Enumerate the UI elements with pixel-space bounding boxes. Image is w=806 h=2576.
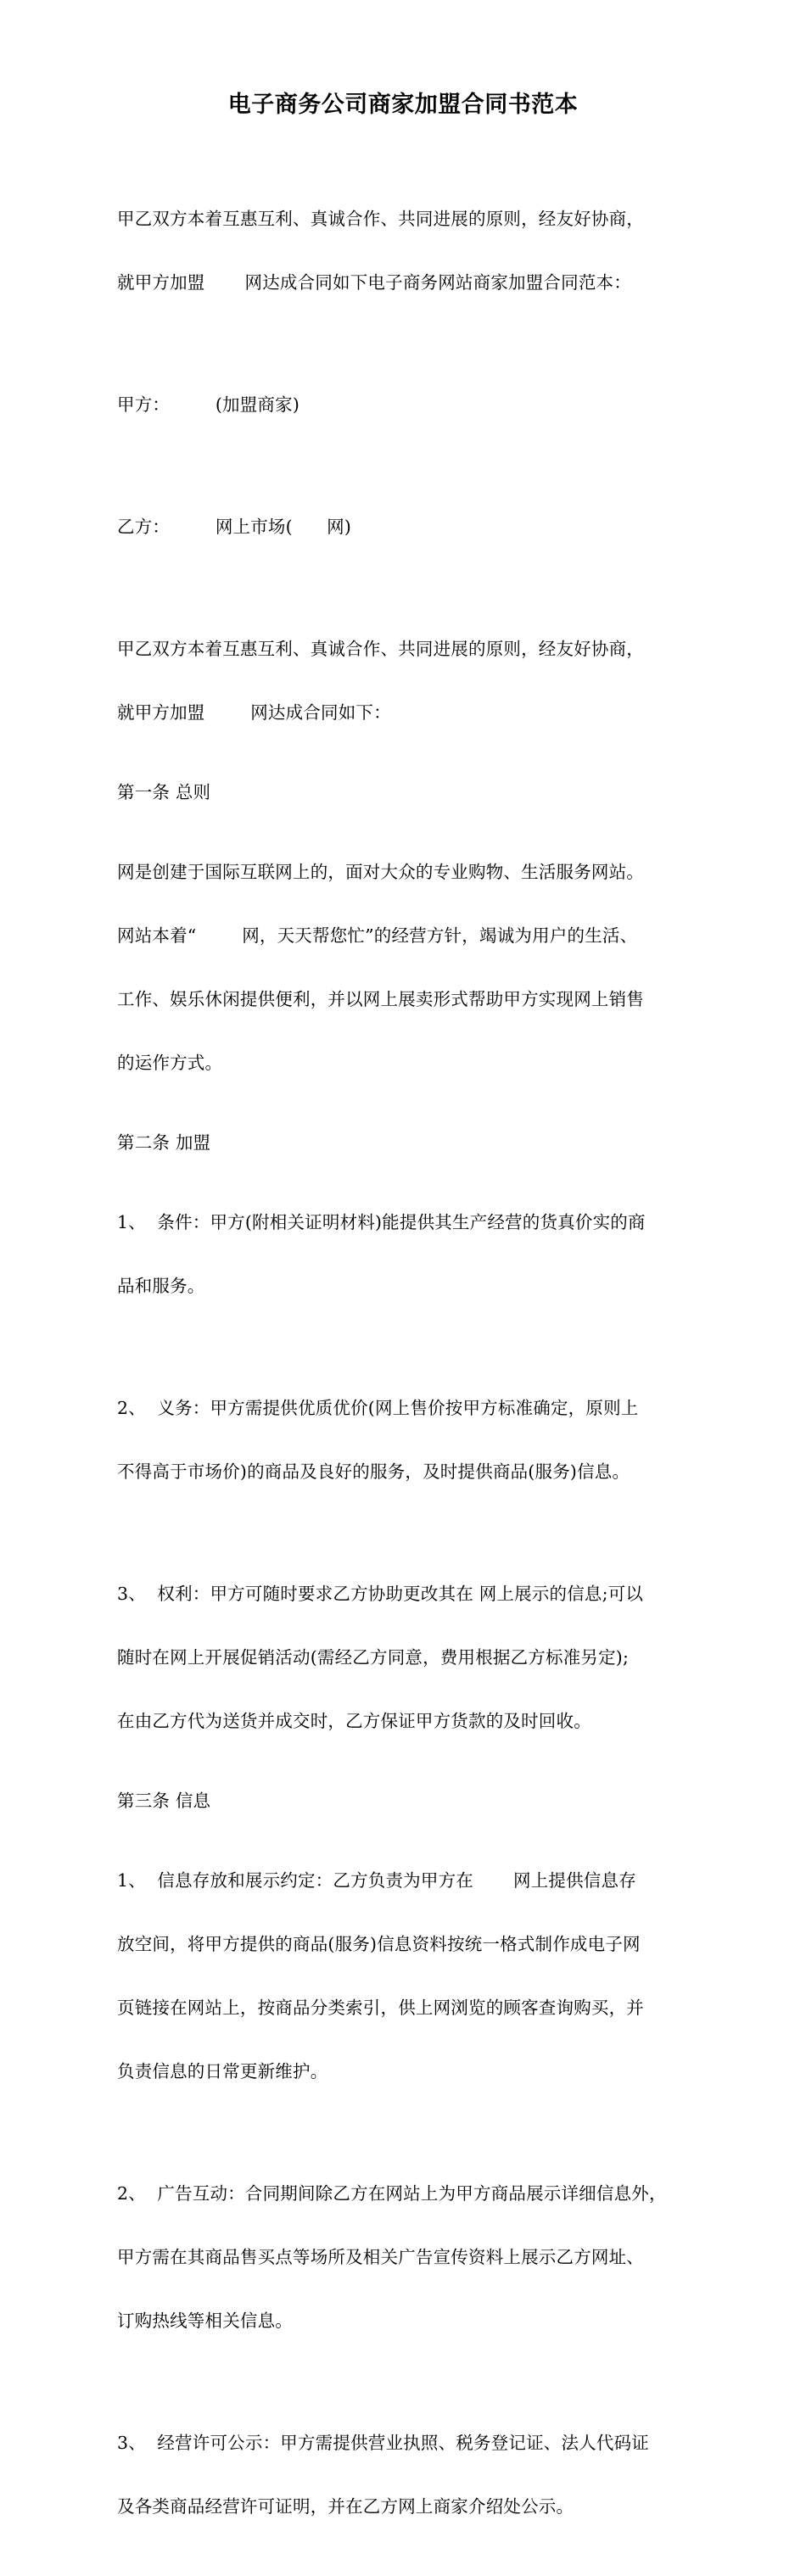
text-line: 3、 经营许可公示：甲方需提供营业执照、税务登记证、法人代码证: [117, 2433, 649, 2453]
text-line: 甲方： (加盟商家): [117, 394, 300, 415]
text-line: 2、 义务：甲方需提供优质优价(网上售价按甲方标准确定，原则上: [117, 1398, 639, 1418]
text-line: 就甲方加盟 网达成合同如下电子商务网站商家加盟合同范本：: [117, 272, 631, 293]
text-line: 订购热线等相关信息。: [117, 2311, 293, 2331]
article1-heading: 第一条 总则: [117, 782, 211, 802]
text-line: 随时在网上开展促销活动(需经乙方同意，费用根据乙方标准另定);: [117, 1647, 630, 1668]
party-a: [117, 352, 702, 458]
article3-item3: [117, 2390, 702, 2560]
text-line: 3、 权利：甲方可随时要求乙方协助更改其在 网上展示的信息;可以: [117, 1584, 644, 1604]
text-line: 及各类商品经营许可证明，并在乙方网上商家介绍处公示。: [117, 2496, 574, 2517]
text-line: 负责信息的日常更新维护。: [117, 2061, 328, 2081]
text-line: 甲乙双方本着互惠互利、真诚合作、共同进展的原则，经友好协商，: [117, 639, 644, 659]
text-line: 工作、娱乐休闲提供便利，并以网上展卖形式帮助甲方实现网上销售: [117, 989, 644, 1009]
text-line: 1、 信息存放和展示约定：乙方负责为甲方在 网上提供信息存: [117, 1870, 636, 1891]
text-line: 页链接在网站上，按商品分类索引，供上网浏览的顾客查询购买，并: [117, 1998, 644, 2018]
article2-heading: 第二条 加盟: [117, 1132, 211, 1153]
article2-item3: [117, 1541, 702, 1774]
text-line: 网站本着“ 网，天天帮您忙”的经营方针，竭诚为用户的生活、: [117, 925, 638, 946]
intro2-paragraph: [117, 596, 702, 766]
document-body: [117, 166, 702, 2576]
party-b: [117, 474, 702, 580]
text-line: 2、 广告互动：合同期间除乙方在网站上为甲方商品展示详细信息外，: [117, 2183, 667, 2204]
text-line: 的运作方式。: [117, 1053, 223, 1073]
article3-item1: [117, 1828, 702, 2125]
article1-paragraph: [117, 819, 702, 1116]
document-title: 电子商务公司商家加盟合同书范本: [227, 92, 579, 118]
article2-item2: [117, 1355, 702, 1525]
intro-paragraph: [117, 166, 702, 336]
text-line: 甲方需在其商品售买点等场所及相关广告宣传资料上展示乙方网址、: [117, 2247, 644, 2267]
text-line: 甲乙双方本着互惠互利、真诚合作、共同进展的原则，经友好协商，: [117, 209, 644, 229]
text-line: 不得高于市场价)的商品及良好的服务，及时提供商品(服务)信息。: [117, 1461, 630, 1482]
text-line: 乙方： 网上市场( 网): [117, 517, 352, 537]
article3-heading: 第三条 信息: [117, 1791, 211, 1811]
article2-item1: [117, 1170, 702, 1339]
text-line: 网是创建于国际互联网上的，面对大众的专业购物、生活服务网站。: [117, 862, 644, 882]
text-line: 1、 条件：甲方(附相关证明材料)能提供其生产经营的货真价实的商: [117, 1212, 646, 1232]
text-line: 放空间，将甲方提供的商品(服务)信息资料按统一格式制作成电子网: [117, 1934, 641, 1954]
text-line: 就甲方加盟 网达成合同如下：: [117, 702, 391, 723]
article3-item2: [117, 2141, 702, 2374]
text-line: 在由乙方代为送货并成交时，乙方保证甲方货款的及时回收。: [117, 1711, 591, 1731]
text-line: 品和服务。: [117, 1276, 205, 1296]
